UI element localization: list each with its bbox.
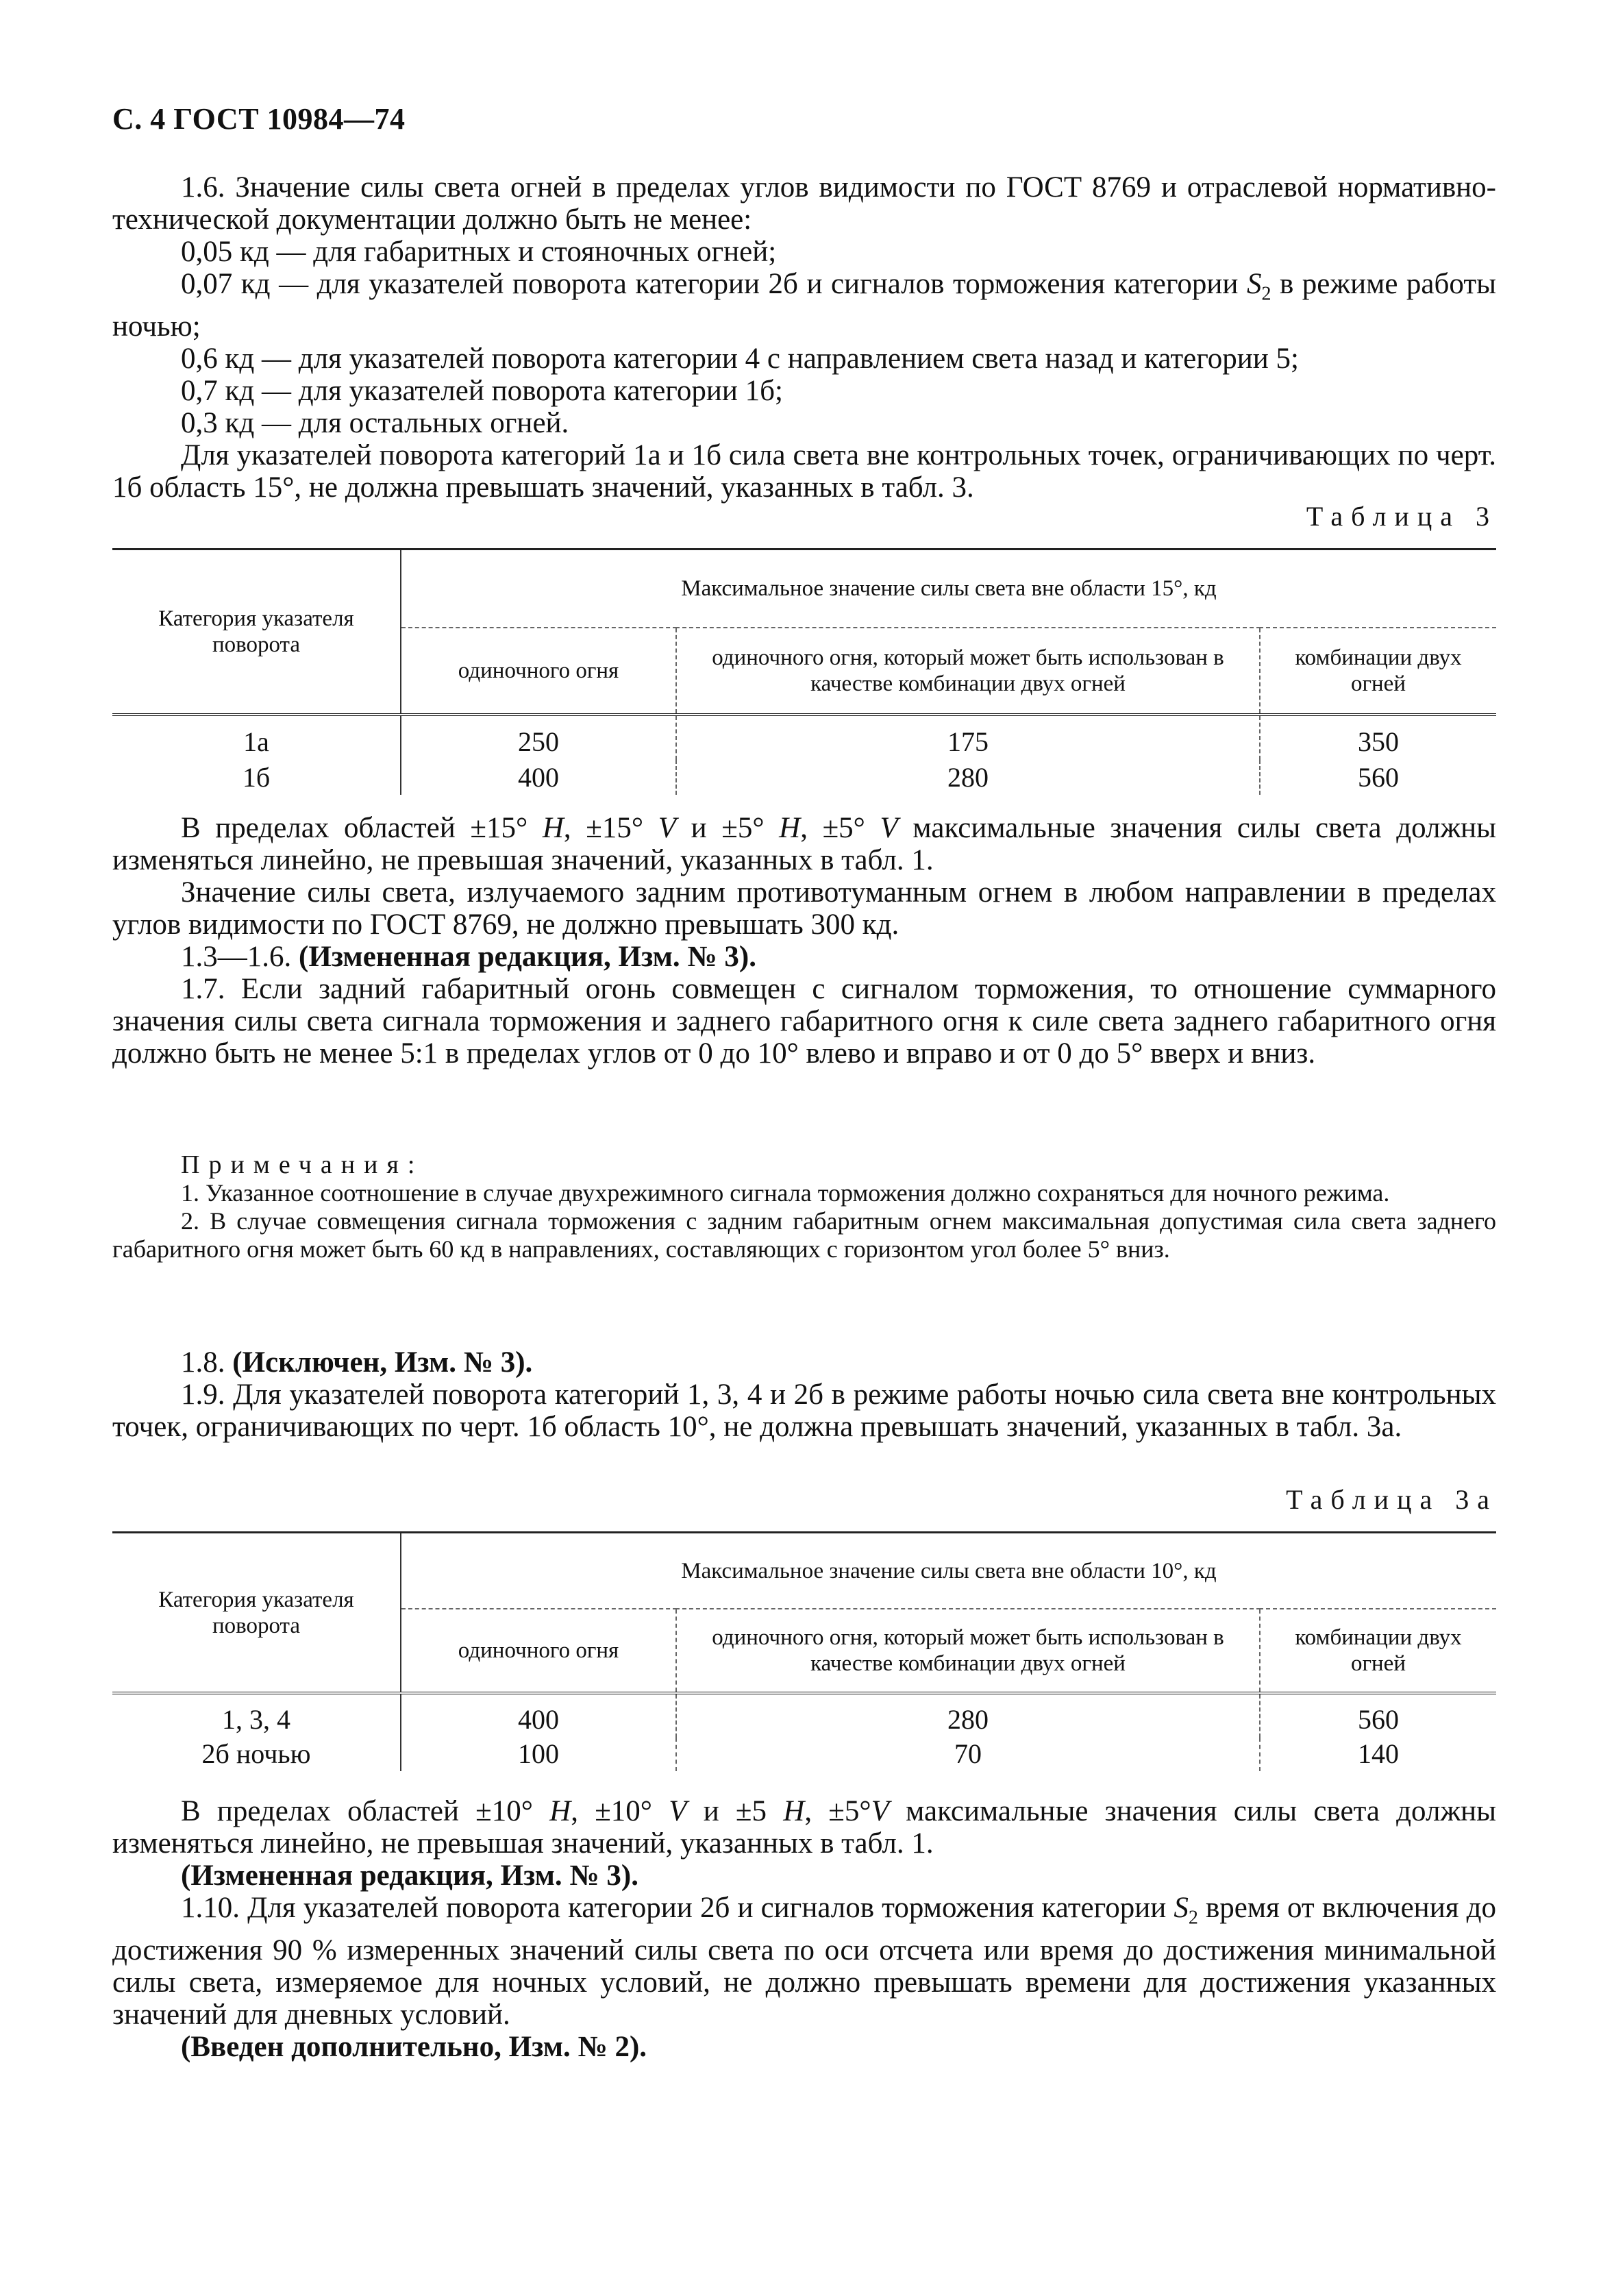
section-1-7: 1.7. Если задний габаритный огонь совмещен с сигналом торможения, то отношение суммарного значения силы света сигнала торможения и заднего габаритного огня к силе света заднего габаритного огня должно быть не менее 5:1 в пределах углов от 0 до 10° влево и вправо и от 0 до 5° вверх и вниз. (112, 973, 1496, 1070)
section-1-8: 1.8. (Исключен, Изм. № 3). (181, 1346, 533, 1379)
table-3-caption: Таблица 3 (1306, 501, 1498, 532)
fog-light-paragraph: Значение силы света, излучаемого задним противотуманным огнем в любом направлении в пределах углов видимости по ГОСТ 8769, не должно превышать 300 кд. (112, 876, 1496, 941)
section-1-10: 1.10. Для указателей поворота категории 2б и сигналов торможения категории $S_2$ время от включения до достижения 90 % измеренных значений силы света по оси отсчета или время до достижения минимальной силы света, измеряемое для ночных условий, не должно превышать времени для достижения указанных значений для дневных условий. (112, 1892, 1496, 2031)
table-row: 1, 3, 4 400 280 560 (112, 1693, 1496, 1738)
amendment-note-2: (Измененная редакция, Изм. № 3). (181, 1860, 638, 1892)
note-item: 1. Указанное соотношение в случае двухрежимного сигнала торможения должно сохраняться для ночного режима. (181, 1179, 1390, 1207)
after-table-3 (112, 812, 1496, 1070)
linear-limits-paragraph-2: В пределах областей ±10° H, ±10° V и ±5 H, ±5°V максимальные значения силы света должны изменяться линейно, не превышая значений, указанных в табл. 1. (112, 1795, 1497, 1860)
section-1-9: 1.9. Для указателей поворота категорий 1, 3, 4 и 2б в режиме работы ночью сила света вне контрольных точек, ограничивающих по черт. 1б область 10°, не должна превышать значений, указанных в табл. 3а. (112, 1379, 1496, 1443)
table-3-reference: Для указателей поворота категорий 1а и 1б сила света вне контрольных точек, ограничивающих по черт. 1б область 15°, не должна превышать значений, указанных в табл. 3. (112, 439, 1496, 504)
table-row: 2б ночью 100 70 140 (112, 1738, 1496, 1771)
linear-limits-paragraph: В пределах областей ±15° H, ±15° V и ±5° H, ±5° V максимальные значения силы света должны изменяться линейно, не превышая значений, указанных в табл. 1. (112, 812, 1497, 876)
notes-title: Примечания: (181, 1150, 424, 1179)
table-3-col-single: одиночного огня (401, 628, 676, 714)
table-3a-col-single-combined: одиночного огня, который может быть использован в качестве комбинации двух огней (676, 1609, 1260, 1693)
section-1-6-intro: 1.6. Значение силы света огней в пределах углов видимости по ГОСТ 8769 и отраслевой нормативно-технической документации должно быть не менее: (112, 171, 1496, 236)
table-3a-category-header: Категория указателя поворота (112, 1533, 401, 1694)
table-3a-caption: Таблица 3а (1286, 1484, 1498, 1515)
notes (112, 1151, 1496, 1263)
table-3-category-header: Категория указателя поворота (112, 550, 401, 715)
table-3a-col-combination: комбинации двух огней (1260, 1609, 1496, 1693)
table-3-group-header: Максимальное значение силы света вне области 15°, кд (401, 550, 1496, 628)
list-item: 0,6 кд — для указателей поворота категории 4 с направлением света назад и категории 5; (181, 342, 1300, 375)
after-table-3a (112, 1795, 1496, 2063)
note-item: 2. В случае совмещения сигнала торможения с задним габаритным огнем максимальная допустимая сила света заднего габаритного огня может быть 60 кд в направлениях, составляющих с горизонтом угол более 5° вниз. (112, 1207, 1496, 1263)
table-3 (112, 548, 1496, 795)
table-row: 1а 250 175 350 (112, 715, 1496, 761)
table-3a (112, 1531, 1496, 1771)
list-item: 0,07 кд — для указателей поворота категории 2б и сигналов торможения категории $S_2$ в режиме работы ночью; (112, 268, 1497, 343)
table-3a-col-single: одиночного огня (401, 1609, 676, 1693)
table-3a-group-header: Максимальное значение силы света вне области 10°, кд (401, 1533, 1496, 1609)
table-row: 1б 400 280 560 (112, 760, 1496, 795)
amendment-note: 1.3—1.6. (Измененная редакция, Изм. № 3). (181, 941, 756, 973)
list-item: 0,7 кд — для указателей поворота категории 1б; (181, 374, 783, 407)
section-1-6 (112, 171, 1496, 504)
table-3-col-single-combined: одиночного огня, который может быть использован в качестве комбинации двух огней (676, 628, 1260, 714)
table-3-col-combination: комбинации двух огней (1260, 628, 1496, 714)
list-item: 0,05 кд — для габаритных и стояночных огней; (181, 236, 777, 268)
list-item: 0,3 кд — для остальных огней. (181, 406, 569, 439)
page-header: С. 4 ГОСТ 10984—74 (112, 102, 406, 136)
amendment-note-3: (Введен дополнительно, Изм. № 2). (181, 2030, 647, 2063)
sections-1-8-1-9 (112, 1346, 1496, 1443)
